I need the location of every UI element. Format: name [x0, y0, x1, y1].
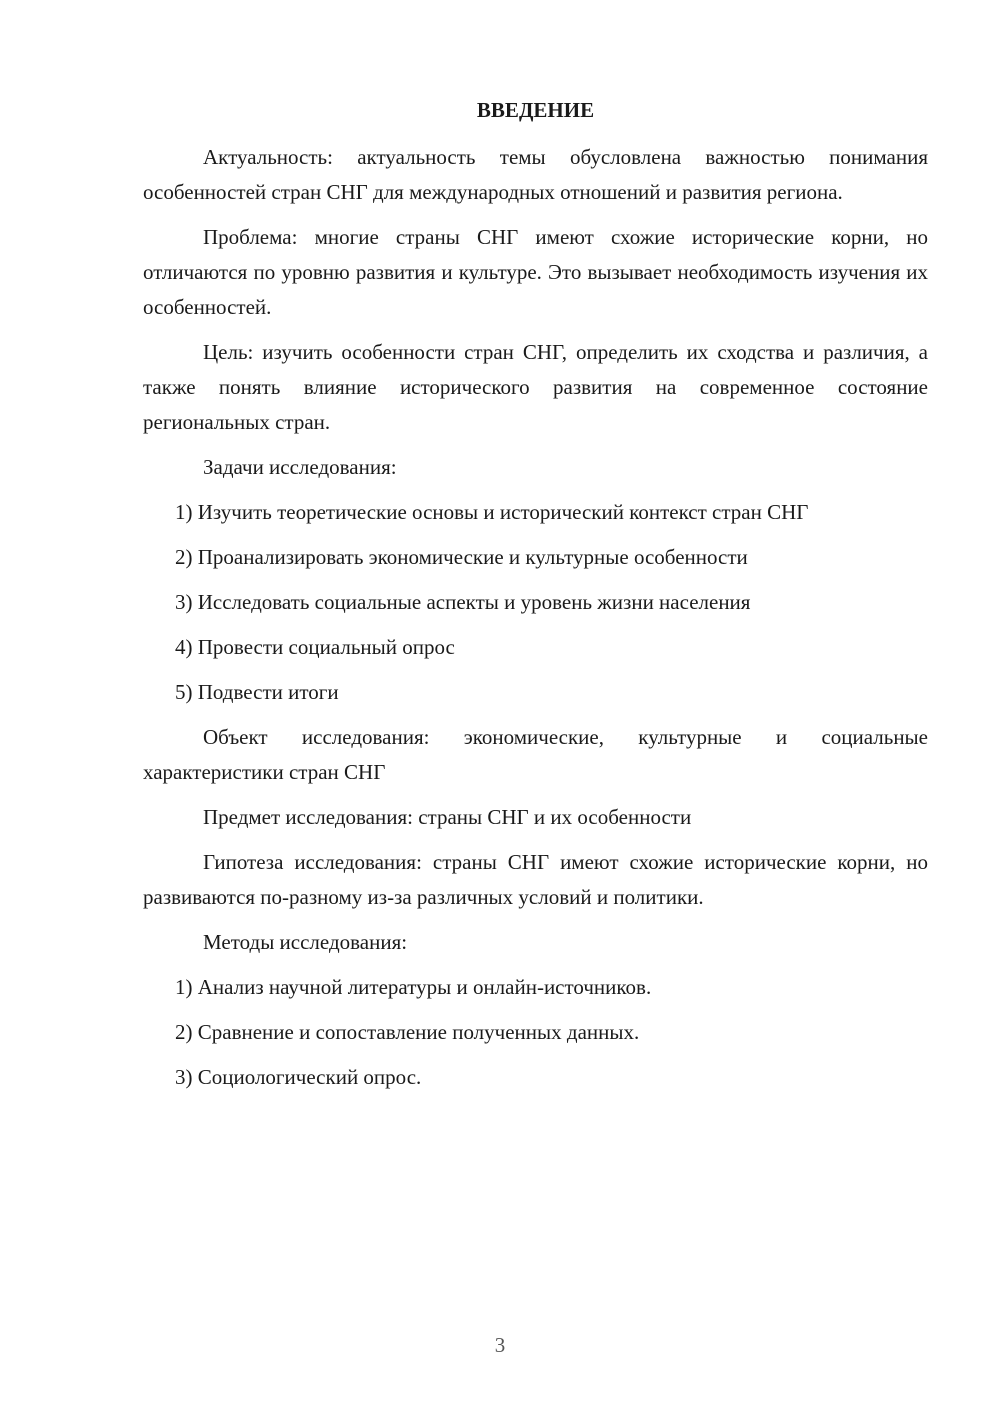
relevance-paragraph: Актуальность: актуальность темы обусловлена важностью понимания особенностей стран СНГ для международных отношений и развития региона. — [143, 145, 928, 204]
goal-paragraph: Цель: изучить особенности стран СНГ, определить их сходства и различия, а также понять влияние исторического развития на современное состояние региональных стран. — [143, 340, 928, 434]
task-item: 5) Подвести итоги — [175, 680, 339, 704]
subject-paragraph: Предмет исследования: страны СНГ и их особенности — [203, 805, 692, 829]
page-number: 3 — [494, 1333, 506, 1357]
tasks-list — [143, 495, 928, 710]
document-body — [143, 140, 928, 1105]
section-heading: ВВЕДЕНИЕ — [476, 98, 595, 122]
task-item: 2) Проанализировать экономические и культурные особенности — [175, 545, 748, 569]
task-item: 1) Изучить теоретические основы и исторический контекст стран СНГ — [175, 500, 809, 524]
methods-label: Методы исследования: — [203, 930, 408, 954]
tasks-label: Задачи исследования: — [203, 455, 397, 479]
method-item: 2) Сравнение и сопоставление полученных данных. — [175, 1020, 640, 1044]
method-item: 3) Социологический опрос. — [175, 1065, 422, 1089]
method-item: 1) Анализ научной литературы и онлайн-источников. — [175, 975, 652, 999]
task-item: 4) Провести социальный опрос — [175, 635, 455, 659]
problem-paragraph: Проблема: многие страны СНГ имеют схожие исторические корни, но отличаются по уровню развития и культуре. Это вызывает необходимость изучения их особенностей. — [143, 225, 928, 319]
hypothesis-paragraph: Гипотеза исследования: страны СНГ имеют схожие исторические корни, но развиваются по-разному из-за различных условий и политики. — [143, 850, 928, 909]
object-paragraph: Объект исследования: экономические, культурные и социальные характеристики стран СНГ — [143, 725, 928, 784]
task-item: 3) Исследовать социальные аспекты и уровень жизни населения — [175, 590, 751, 614]
methods-list — [143, 970, 928, 1095]
